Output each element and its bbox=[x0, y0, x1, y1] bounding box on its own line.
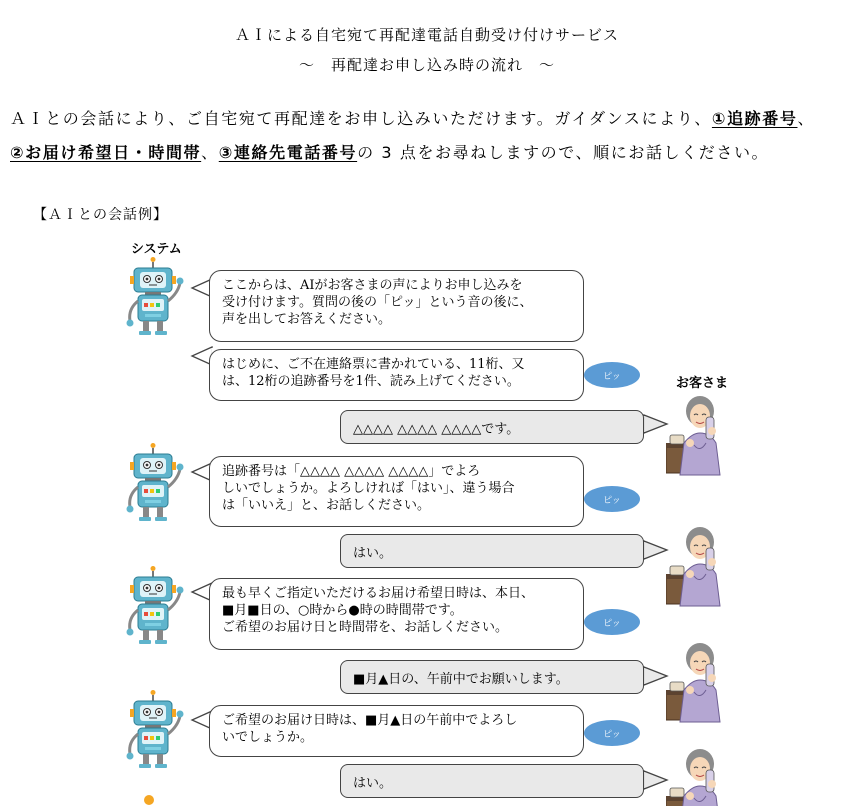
beep-badge: ピッ bbox=[584, 720, 640, 746]
customer-message: △△△△ △△△△ △△△△です。 bbox=[340, 410, 644, 444]
system-message bbox=[209, 705, 584, 757]
section-title: 【ＡＩとの会話例】 bbox=[33, 207, 168, 223]
message-line: しいでしょうか。よろしければ「はい」、違う場合 bbox=[222, 481, 515, 496]
customer-on-phone-icon bbox=[666, 391, 726, 477]
message-line: ご希望のお届け日時は、■月▲日の午前中でよろし bbox=[222, 713, 518, 728]
system-message bbox=[209, 270, 584, 342]
intro-text: の 3 点をお尋ねしますので、順にお話しください。 bbox=[357, 143, 770, 162]
beep-badge: ピッ bbox=[584, 362, 640, 388]
robot-icon bbox=[124, 443, 190, 525]
reply-tail bbox=[643, 768, 669, 792]
robot-icon bbox=[124, 690, 190, 772]
robot-icon bbox=[134, 792, 164, 806]
item-contact-phone: ③連絡先電話番号 bbox=[218, 143, 358, 162]
intro-text: ＡＩとの会話により、ご自宅宛て再配達をお申し込みいただけます。ガイダンスにより、 bbox=[10, 109, 712, 128]
message-line: ご希望のお届け日と時間帯を、お話しください。 bbox=[222, 620, 509, 635]
beep-badge: ピッ bbox=[584, 486, 640, 512]
robot-icon bbox=[124, 566, 190, 648]
message-line: は、12桁の追跡番号を1件、読み上げてください。 bbox=[222, 374, 520, 389]
customer-message: はい。 bbox=[340, 764, 644, 798]
intro-line-1 bbox=[10, 102, 846, 136]
item-tracking-number: ①追跡番号 bbox=[711, 109, 798, 128]
customer-message: はい。 bbox=[340, 534, 644, 568]
message-line: いでしょうか。 bbox=[222, 730, 314, 745]
customer-label: お客さま bbox=[676, 376, 729, 391]
page-title: ＡＩによる自宅宛て再配達電話自動受け付けサービス bbox=[234, 26, 619, 44]
message-line: は「いいえ」と、お話しください。 bbox=[222, 498, 431, 513]
item-delivery-date-time: ②お届け希望日・時間帯 bbox=[10, 143, 202, 162]
system-label: システム bbox=[131, 242, 182, 257]
page-subtitle: ～ 再配達お申し込み時の流れ ～ bbox=[298, 56, 555, 74]
intro-separator: 、 bbox=[797, 109, 816, 128]
customer-on-phone-icon bbox=[666, 638, 726, 724]
customer-message: ■月▲日の、午前中でお願いします。 bbox=[340, 660, 644, 694]
system-message bbox=[209, 578, 584, 650]
customer-on-phone-icon bbox=[666, 744, 726, 806]
message-line: ■月■日の、○時から●時の時間帯です。 bbox=[222, 603, 463, 618]
intro-line-2 bbox=[10, 136, 846, 170]
message-line: ここからは、AIがお客さまの声によりお申し込みを bbox=[222, 278, 523, 293]
system-message bbox=[209, 349, 584, 401]
message-line: 声を出してお答えください。 bbox=[222, 312, 392, 327]
message-line: 追跡番号は「△△△△ △△△△ △△△△」でよろ bbox=[222, 464, 481, 479]
reply-tail bbox=[643, 412, 669, 436]
intro-separator: 、 bbox=[201, 143, 219, 162]
system-message bbox=[209, 456, 584, 527]
beep-badge: ピッ bbox=[584, 609, 640, 635]
customer-on-phone-icon bbox=[666, 522, 726, 608]
message-line: 最も早くご指定いただけるお届け希望日時は、本日、 bbox=[222, 586, 535, 601]
message-line: 受け付けます。質問の後の「ピッ」という音の後に、 bbox=[222, 295, 533, 310]
message-line: はじめに、ご不在連絡票に書かれている、11桁、又 bbox=[222, 357, 525, 372]
robot-icon bbox=[124, 257, 190, 339]
reply-tail bbox=[643, 538, 669, 562]
reply-tail bbox=[643, 664, 669, 688]
